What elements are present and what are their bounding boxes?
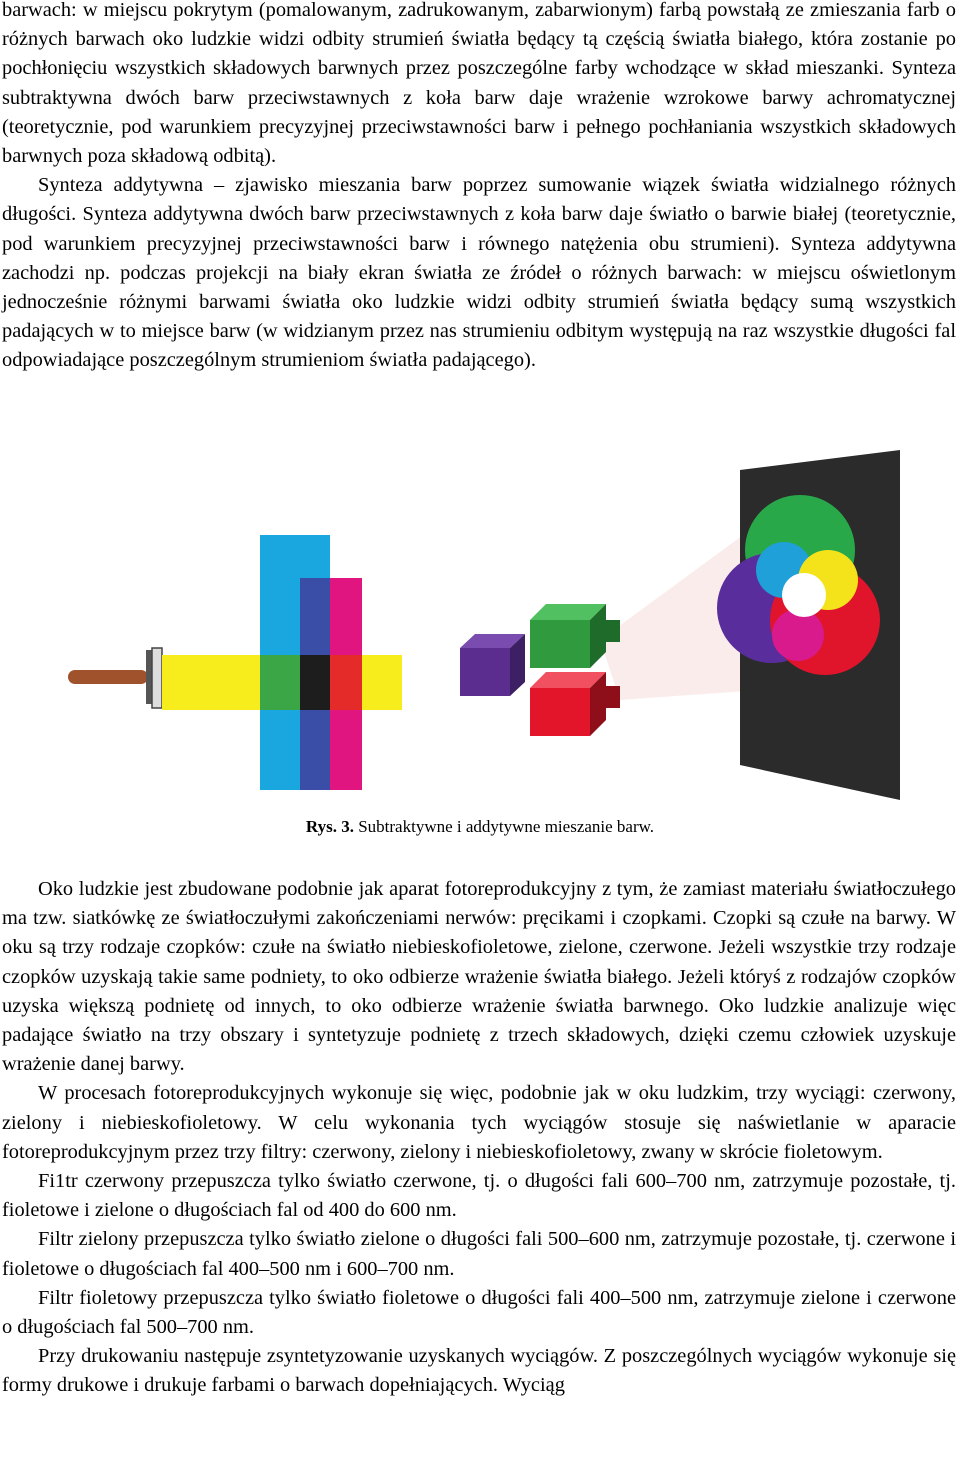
paragraph-additive-synthesis: Synteza addytywna – zjawisko mieszania barw poprzez sumowanie wiązek światła widzialnego różnych długości. Synteza addytywna dwóch barw przeciwstawnych z koła barw daje światło o barwie białej (teoretycznie, pod warunkiem precyzyjnej przeciwstawności barw i równego natężenia obu strumieni). Synteza addytywna zachodzi np. podczas projekcji na biały ekran światła ze źródeł o różnych barwach: w miejscu oświetlonym jednocześnie różnymi barwami światła oko ludzkie widzi odbity strumień światła będący sumą wszystkich padających w to miejsce barw (w widzianym przez nas strumieniu odbitym występują na raz wszystkie długości fal odpowiadające poszczególnym strumieniom światła padającego).: [2, 174, 956, 372]
red-projector: [530, 672, 620, 736]
paragraph-eye: Oko ludzkie jest zbudowane podobnie jak aparat fotoreprodukcyjny z tym, że zamiast materiału światłoczułego ma tzw. siatkówkę ze światłoczułymi zakończeniami nerwów: pręcikami i czopkami. Czopki są czułe na barwy. W oku są trzy rodzaje czopków: czułe na światło niebieskofioletowe, zielone, czerwone. Jeżeli wszystkie trzy rodzaje czopków uzyskają takie same podniety, to oko odbierze wrażenie światła białego. Jeżeli któryś z rodzajów czopków uzyska większą podnietę od innych, to oko odbierze wrażenie światła barwnego. Oko ludzkie analizuje więc padające światło na trzy obszary i syntetyzuje podnietę z trzech składowych, dzięki czemu człowiek uzyskuje wrażenie danej barwy.: [2, 878, 956, 1076]
color-mixing-illustration: [60, 450, 920, 800]
subtractive-mixing: [162, 535, 402, 790]
caption-text: Subtraktywne i addytywne mieszanie barw.: [353, 817, 655, 836]
paragraph-red-filter: Fi1tr czerwony przepuszcza tylko światło czerwone, tj. o długości fali 600–700 nm, zatrzymuje pozostałe, tj. fioletowe i zielone o długościach fal od 400 do 600 nm.: [2, 1170, 956, 1222]
caption-label: Rys. 3.: [305, 817, 354, 836]
green-overlap: [260, 655, 300, 710]
blue-overlap: [300, 578, 330, 655]
black-overlap: [300, 655, 330, 710]
text-block-bottom: [2, 875, 956, 1401]
paint-roller: [68, 648, 162, 708]
blue-overlap-lower: [300, 710, 330, 790]
paragraph-printing: Przy drukowaniu następuje zsyntetyzowanie uzyskanych wyciągów. Z poszczególnych wyciągów wykonuje się formy drukowe i drukuje farbami o barwach dopełniających. Wyciąg: [2, 1345, 956, 1397]
roller-cylinder: [152, 648, 162, 708]
magenta-area: [772, 609, 824, 661]
roller-handle: [68, 670, 148, 684]
white-center: [782, 573, 826, 617]
text-block-top: [2, 0, 956, 376]
projectors: [460, 530, 760, 736]
figure-caption: [0, 815, 960, 839]
paragraph-separations: W procesach fotoreprodukcyjnych wykonuje się więc, podobnie jak w oku ludzkim, trzy wyciągi: czerwony, zielony i niebieskofioletowy. W celu wykonania tych wyciągów stosuje się naświetlanie w aparacie fotoreprodukcyjnym przez trzy filtry: czerwony, zielony i niebieskofioletowy, zwany w skrócie fioletowym.: [2, 1082, 956, 1163]
figure-color-mixing: [60, 450, 920, 800]
paragraph-subtractive-continued: barwach: w miejscu pokrytym (pomalowanym, zadrukowanym, zabarwionym) farbą powstałą ze zmieszania farb o różnych barwach oko ludzkie widzi odbity strumień światła będący tą częścią światła białego, która zostanie po pochłonięciu wszystkich składowych barwnych przez poszczególne farby wchodzące w skład mieszanki. Synteza subtraktywna dwóch barw przeciwstawnych z koła barw daje wrażenie wzrokowe barwy achromatycznej (teoretycznie, pod warunkiem precyzyjnej przeciwstawności barw i pełnego pochłaniania wszystkich składowych barwnych poza składową odbitą).: [2, 0, 956, 168]
red-overlap: [330, 655, 362, 710]
paragraph-green-filter: Filtr zielony przepuszcza tylko światło zielone o długości fali 500–600 nm, zatrzymuje pozostałe, tj. czerwone i fioletowe o długościach fal 400–500 nm i 600–700 nm.: [2, 1228, 956, 1280]
paragraph-violet-filter: Filtr fioletowy przepuszcza tylko światło fioletowe o długości fali 400–500 nm, zatrzymuje zielone i czerwone o długościach fal 500–700 nm.: [2, 1286, 956, 1339]
violet-projector: [460, 634, 525, 696]
projection-screen: [717, 450, 900, 800]
